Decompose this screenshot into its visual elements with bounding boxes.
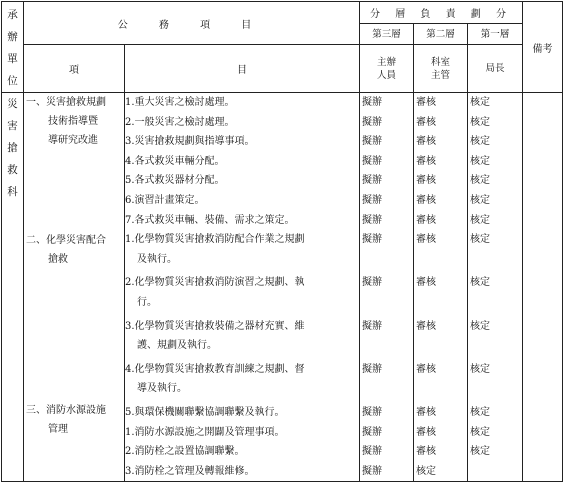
l3-value: 擬辦 bbox=[362, 426, 382, 438]
item-row bbox=[125, 171, 359, 191]
l3-value: 擬辦 bbox=[362, 363, 382, 375]
category-column bbox=[24, 93, 125, 482]
category-block: 二、化學災害配合 搶救 bbox=[26, 235, 106, 265]
l3-value: 擬辦 bbox=[362, 97, 382, 108]
level1-header: 第一層 bbox=[468, 24, 523, 45]
l2-value: 審核 bbox=[416, 175, 436, 187]
l3-value: 擬辦 bbox=[362, 194, 382, 206]
l2-value: 審核 bbox=[416, 97, 436, 108]
level3-column bbox=[360, 93, 414, 482]
item-row bbox=[125, 462, 359, 482]
l3-value: 擬辦 bbox=[362, 175, 382, 187]
item-text: 導及執行。 bbox=[137, 383, 187, 395]
l2-value: 審核 bbox=[416, 406, 436, 418]
item-row bbox=[125, 423, 359, 443]
l3-value: 擬辦 bbox=[362, 116, 382, 128]
item-text: 1.消防水源設施之開闢及管理事項。 bbox=[125, 426, 285, 438]
l1-value: 核定 bbox=[470, 175, 490, 187]
remarks-column bbox=[523, 93, 563, 482]
item-row bbox=[125, 152, 359, 172]
l2-value: 審核 bbox=[416, 155, 436, 167]
l2-value: 審核 bbox=[416, 363, 436, 375]
role1-header: 局長 bbox=[468, 45, 523, 93]
l1-value: 核定 bbox=[470, 446, 490, 458]
item-text: 3.化學物質災害搶救裝備之器材充實、維 bbox=[125, 320, 305, 332]
l3-value: 擬辦 bbox=[362, 320, 382, 332]
l3-value: 擬辦 bbox=[362, 214, 382, 226]
l3-value: 擬辦 bbox=[362, 234, 382, 246]
l1-value: 核定 bbox=[470, 116, 490, 128]
role2-header: 科室 主管 bbox=[414, 45, 468, 93]
items-column bbox=[125, 93, 360, 482]
item-text: 行。 bbox=[137, 296, 157, 308]
item-row bbox=[125, 93, 359, 113]
item-text: 7.各式救災車輛、裝備、需求之策定。 bbox=[125, 214, 295, 226]
item-col-header: 項 bbox=[24, 45, 125, 93]
l2-value: 審核 bbox=[416, 214, 436, 226]
l3-value: 擬辦 bbox=[362, 465, 382, 477]
level3-header: 第三層 bbox=[360, 24, 414, 45]
l2-value: 核定 bbox=[416, 465, 436, 477]
item-text: 及執行。 bbox=[137, 253, 177, 265]
unit-header bbox=[2, 2, 24, 93]
item-text: 6.演習計畫策定。 bbox=[125, 194, 205, 206]
l2-value: 審核 bbox=[416, 426, 436, 438]
l3-value: 擬辦 bbox=[362, 406, 382, 418]
level1-column bbox=[468, 93, 523, 482]
l1-value: 核定 bbox=[470, 194, 490, 206]
item-text: 4.各式救災車輛分配。 bbox=[125, 155, 225, 167]
l1-value: 核定 bbox=[470, 426, 490, 438]
l2-value: 審核 bbox=[416, 116, 436, 128]
target-col-header: 目 bbox=[125, 45, 360, 93]
category-block: 三、消防水源設施 管理 bbox=[26, 405, 106, 435]
affairs-header: 公 務 項 目 bbox=[24, 2, 360, 45]
item-row bbox=[125, 442, 359, 462]
l2-value: 審核 bbox=[416, 277, 436, 289]
level2-column bbox=[414, 93, 468, 482]
unit-header-char: 單 bbox=[7, 53, 18, 65]
remarks-header: 備考 bbox=[523, 2, 563, 93]
l2-value: 審核 bbox=[416, 320, 436, 332]
l2-value: 審核 bbox=[416, 446, 436, 458]
item-row bbox=[125, 191, 359, 211]
item-text: 1.重大災害之檢討處理。 bbox=[125, 97, 235, 108]
levels-header: 分 層 負 責 劃 分 bbox=[360, 2, 523, 24]
unit-header-char: 辦 bbox=[7, 31, 18, 43]
item-row bbox=[125, 317, 359, 360]
level2-header: 第二層 bbox=[414, 24, 468, 45]
item-row bbox=[125, 230, 359, 273]
l1-value: 核定 bbox=[470, 234, 490, 246]
l1-value: 核定 bbox=[470, 97, 490, 108]
l1-value: 核定 bbox=[470, 155, 490, 167]
l1-value: 核定 bbox=[470, 136, 490, 148]
l1-value: 核定 bbox=[470, 363, 490, 375]
l1-value bbox=[470, 462, 522, 482]
l1-value: 核定 bbox=[470, 320, 490, 332]
unit-header-char: 位 bbox=[7, 75, 18, 87]
item-row bbox=[125, 273, 359, 316]
item-text: 1.化學物質災害搶救消防配合作業之規劃 bbox=[125, 234, 305, 246]
item-row bbox=[125, 211, 359, 231]
item-text: 5.各式救災器材分配。 bbox=[125, 175, 225, 187]
unit-cell: 災 害 搶 救 科 bbox=[2, 93, 24, 482]
role3-header: 主辦 人員 bbox=[360, 45, 414, 93]
item-row bbox=[125, 360, 359, 403]
l2-value: 審核 bbox=[416, 136, 436, 148]
item-text: 2.一般災害之檢討處理。 bbox=[125, 116, 235, 128]
l3-value: 擬辦 bbox=[362, 136, 382, 148]
l3-value: 擬辦 bbox=[362, 277, 382, 289]
item-row bbox=[125, 113, 359, 133]
item-text: 護、規劃及執行。 bbox=[137, 340, 217, 352]
unit-header-char: 承 bbox=[7, 9, 18, 21]
l1-value: 核定 bbox=[470, 277, 490, 289]
item-text: 2.消防栓之設置協調聯繫。 bbox=[125, 446, 245, 458]
category-block: 一、災害搶救規劃 技術指導暨 導研究改進 bbox=[26, 97, 106, 146]
item-text: 3.消防栓之管理及轉報維修。 bbox=[125, 465, 255, 477]
item-row bbox=[125, 132, 359, 152]
l1-value: 核定 bbox=[470, 406, 490, 418]
item-row bbox=[125, 403, 359, 423]
l3-value: 擬辦 bbox=[362, 446, 382, 458]
l3-value: 擬辦 bbox=[362, 155, 382, 167]
l2-value: 審核 bbox=[416, 234, 436, 246]
l2-value: 審核 bbox=[416, 194, 436, 206]
item-text: 3.災害搶救規劃與指導事項。 bbox=[125, 136, 255, 148]
item-text: 2.化學物質災害搶救消防演習之規劃、執 bbox=[125, 277, 305, 289]
responsibility-table bbox=[1, 1, 563, 482]
l1-value: 核定 bbox=[470, 214, 490, 226]
item-text: 5.與環保機關聯繫協調聯繫及執行。 bbox=[125, 406, 285, 418]
item-text: 4.化學物質災害搶救教育訓練之規劃、督 bbox=[125, 363, 305, 375]
